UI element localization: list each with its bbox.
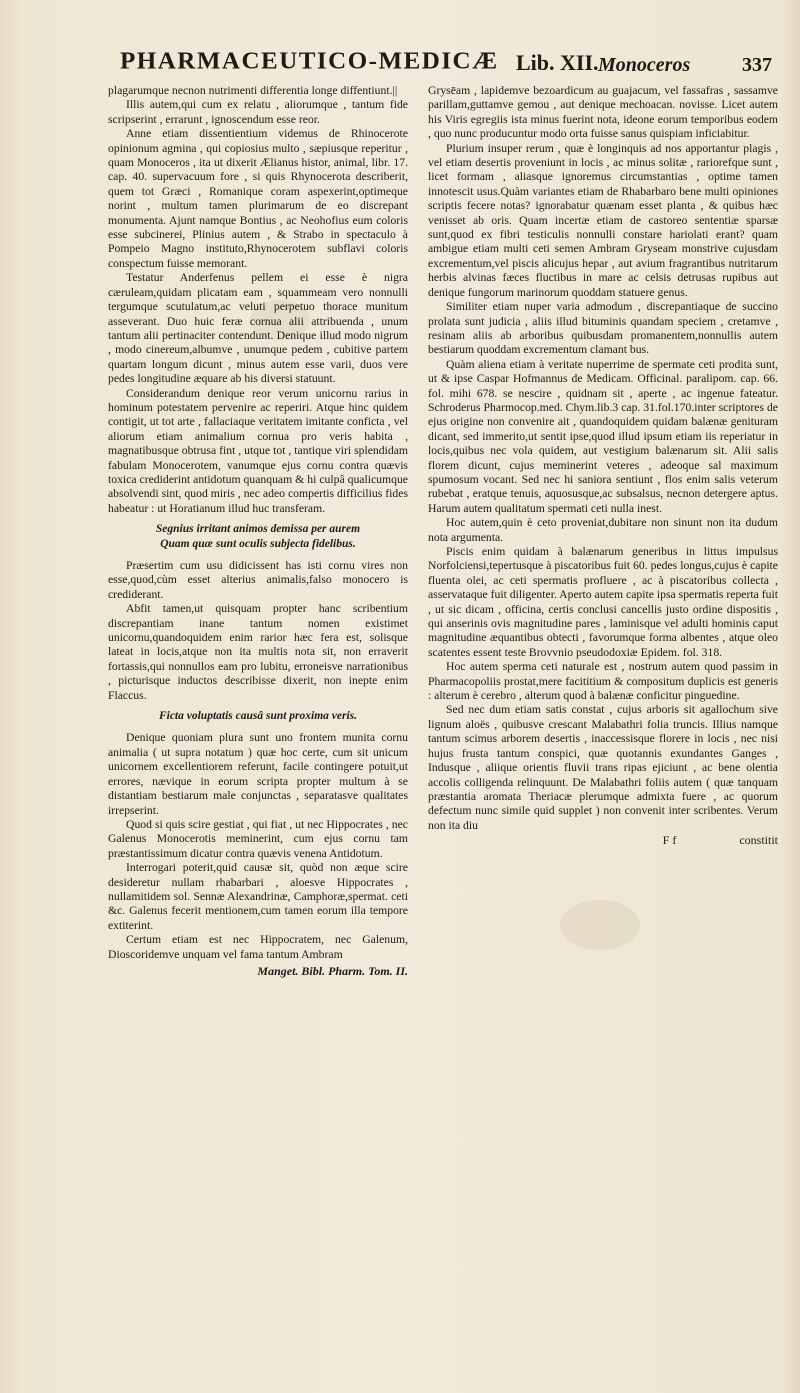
- paragraph: Anne etiam dissentientium videmus de Rhinocerote opinionum agmina , qui copiosius multo , sæpiusque reperitur , quam Monoceros , ita ut dixerit Ælianus histor, animal, libr. 17. cap. 40. supervacuum fore , si quis Rhynocerota describerit, quem tot Græci , Romanique coram aspexerint,optimeque norint , multum tamen plurimarum de eo discrepant monumenta. Ajunt namque Bontius , ac Neohofius eum coloris esse subcinerei, Plinius autem , & Strabo in spectaculo à Pompeio Magno instituto,Rhynocerotem subflavi coloris conspectum fuisse memorant.: [108, 127, 408, 270]
- verse-line: Quam quæ sunt oculis subjecta fidelibus.: [160, 537, 356, 550]
- page-number: 337: [742, 54, 772, 76]
- paragraph: Abfit tamen,ut quisquam propter hanc scribentium discrepantiam inane tantum nomen existimet unicornu,quandoquidem enim rarior hæc fera est, solisque lateat in locis,atque non ita multis nota sit, non erraverit fortassis,qui nonnullos eam pro lubitu, erroneisve narrationibus , picturisque inductos describisse dixerit, non inepte enim Flaccus.: [108, 602, 408, 702]
- paragraph: Piscis enim quidam à balænarum generibus in littus impulsus Norfolciensi,tepertusque à piscatoribus fuit 60. pedes longus,cujus è capite fluenta olei, ac ceti spermatis profluere , ac à piscatoribus collecta , asservataque fuit diligenter. Aperto autem capite ipsa spermatis reperta fuit , ut sic dicam , officina, certis conclusi cancellis justo ordine dispositis , qui anserinis ovis magnitudine pares , laminisque vel adulti hominis caput magnitudine æquantibus obtecti , favorumque forma albentes , atque oleo scatentes essent teste Brovvnio pseudodoxiæ Epidem. fol. 318.: [428, 545, 778, 659]
- paragraph: Quàm aliena etiam à veritate nuperrime de spermate ceti prodita sunt, ut & ipse Caspar Hofmannus de Medicam. Officinal. paralipom. cap. 66. fol. mihi 678. se nescire , quidnam sit , aperte , ac ingenue fateatur. Schroderus Pharmocop.med. Chym.lib.3 cap. 31.fol.170.inter scriptores de ejus origine non convenire ait , quandoquidem quidam balænæ genituram dicant, sed immerito,ut sentit ipse,quod illud ipsum etiam iis reperiatur in locis,quibus nec vola quidem, aut vestigium balænarum sit. Alii salis florem dicunt, cujus meminerint veteres , adeoque sal maximum spumosum vocant. Sed nec hi saniora sentiunt , flos enim salis veterum rubebat , eratque tenuis, aquosusque,ac subsalsus, necnon detergere aptus. Harum autem qualitatum spermati ceti nulla inest.: [428, 357, 778, 515]
- page-header: [80, 46, 778, 82]
- signature-mark: F f: [662, 833, 677, 848]
- right-column: [428, 84, 778, 1353]
- paragraph: Hoc autem,quin è ceto proveniat,dubitare non sinunt non ita dudum nota argumenta.: [428, 516, 778, 544]
- catchword: constitit: [739, 833, 778, 848]
- verse-quote: Ficta voluptatis causâ sunt proxima veris.: [158, 710, 358, 723]
- footer-signature: Manget. Bibl. Pharm. Tom. II.: [257, 963, 408, 978]
- paragraph: Hoc autem sperma ceti naturale est , nostrum autem quod passim in Pharmacopoliis prostat,mere facititium & compositum duplicis est generis : alterum è cerebro , alterum quod à balænæ conficitur pinguedine.: [428, 660, 778, 703]
- verse-quote: [108, 522, 408, 551]
- paragraph: Grysēam , lapidemve bezoardicum au guajacum, vel fassafras , sassamve parillam,guttamve gemou , aut denique mechoacan. novisse. Licet autem his Viris egregiis ista minus fuerint nota, ideone eorum temporibus eodem , quo nunc producuntur modo orta fuisse sanus quispiam inficiabitur.: [428, 84, 778, 141]
- verse-line: Segnius irritant animos demissa per aurem: [155, 523, 361, 536]
- page-footer: [428, 833, 778, 847]
- paragraph: Denique quoniam plura sunt uno frontem munita cornu animalia ( ut supra notatum ) quæ hoc certe, cum sit unicum unicornem excellentiorem referunt, facile contingere potuit,ut errores, nævique in eorum scripta propter multum à se distantiam bestiarum male conjunctas , separatasve qualitates irrepserint.: [108, 731, 408, 817]
- running-title: PHARMACEUTICO-MEDICÆ: [120, 48, 499, 75]
- paragraph: Illis autem,qui cum ex relatu , aliorumque , tantum fide scripserint , errarunt , ignoscendum esse reor.: [108, 98, 408, 126]
- paragraph: Præsertim cum usu didicissent has isti cornu vires non esse,quod,cùm esset alterius animalis,falso monocero is crediderant.: [108, 559, 408, 601]
- paragraph: Plurium insuper rerum , quæ è longinquis ad nos apportantur plagis , vel etiam desertis proveniunt in locis , ac minus solitæ , rariorefque sunt , licet formam , aliasque ignoremus circumstantias , optime tamen innotescit usus.Quàm variantes etiam de Rhabarbaro bene multi opiniones scriptis fecere notas? ignorabatur quænam esset planta , & quibus hæc venisset ab oris. Quam incertæ etiam de castoreo sententiæ sparsæ sunt,quod ex fibri testiculis nonnulli constare hariolati erant? quam ambigue etiam multi ceti semen Ambram Gryseam monstrive cujusdam excrementum,vel piscis alicujus hepar , aut avium fragrantibus nutritarum herbis alvinas fæces fluctibus in mare ac celsis detrusas rupibus aut denique fungorum marinorum quoddam statuere genus.: [428, 141, 778, 299]
- section-title: Monoceros: [598, 54, 691, 76]
- paragraph: Testatur Anderfenus pellem ei esse è nigra cæruleam,quidam plicatam eam , squammeam vero nonnulli tergumque scutulatum,ac veluti perpetuo thorace munitum asseverant. Duo huic feræ cornua alii attribuenda , unum tantum alii pertinaciter contendunt. Denique illud modo nigrum , modo cinereum,albumve , unumque pedem , cubitive partem quartam longum dicunt , minus autem esse varii, duos vere pedes longitudine æquare ab his diversi statuunt.: [108, 271, 408, 386]
- book-number: Lib. XII.: [516, 50, 599, 75]
- paragraph: Considerandum denique reor verum unicornu rarius in hominum potestatem pervenire ac reperiri. Atque hinc quidem contigit, ut tot arte , fallaciaque veritatem imitante conficta , vel aliorum etiam animalium cornua pro veris habita , magnatibusque obtrusa fint , utque tot , tantique viri splendidam fabulam Monocerotem, vanumque ejus cornu contra quævis toxica crediderint antidotum quanquam & hi culpâ qualicumque absolvendi sint, quod miris , nec adeo compertis difficilius fides habeatur : ut Horatianum illud huc transferam.: [108, 386, 408, 515]
- paragraph: plagarumque necnon nutrimenti differentia longe diffentiunt.||: [108, 84, 398, 97]
- paragraph: Quod si quis scire gestiat , qui fiat , ut nec Hippocrates , nec Galenus Monocerotis meminerint, cum ejus cornu tam præstantissimum dicatur contra quævis venena Antidotum.: [108, 817, 408, 860]
- left-column: [108, 84, 408, 1353]
- paragraph: Sed nec dum etiam satis constat , cujus arboris sit agallochum sive lignum aloës , quibusve crescant Malabathri folia truncis. Illius namque tantum scimus arborem desertis , inaccessisque florere in locis , nec nisi hujus frusta tantum conspici, quæ quotannis exundantes Ganges , Indusque , aliique orientis fluvii trans ripas ejiciunt , ac bene olentia accolis colligenda relinquunt. De Malabathri foliis autem ( quæ tanquam præstantia aromata Theriacæ plerumque admixta fuere , ac quorum defectum nunc simile quid supplet ) non convenit inter scribentes. Verum non ita diu: [428, 703, 778, 832]
- paragraph: Interrogari poterit,quid causæ sit, quòd non æque scire desideretur nullam rhabarbari , aloesve Hippocrates , nullamitidem sol. Sennæ Alexandrinæ, Camphoræ,spermat. ceti &c. Galenus fecerit mentionem,cum tamen eorum illa tempore extiterint.: [108, 861, 408, 932]
- paragraph: Certum etiam est nec Hippocratem, nec Galenum, Dioscoridemve unquam vel fama tantum Ambram: [108, 933, 408, 961]
- paragraph: Similiter etiam nuper varia admodum , discrepantiaque de succino prolata sunt judicia , aliis illud bituminis quandam speciem , cretamve , resinam aliis ab arboribus quibusdam promanentem,nonnullis autem bestiarum quoddam excrementum clamant bus.: [428, 300, 778, 357]
